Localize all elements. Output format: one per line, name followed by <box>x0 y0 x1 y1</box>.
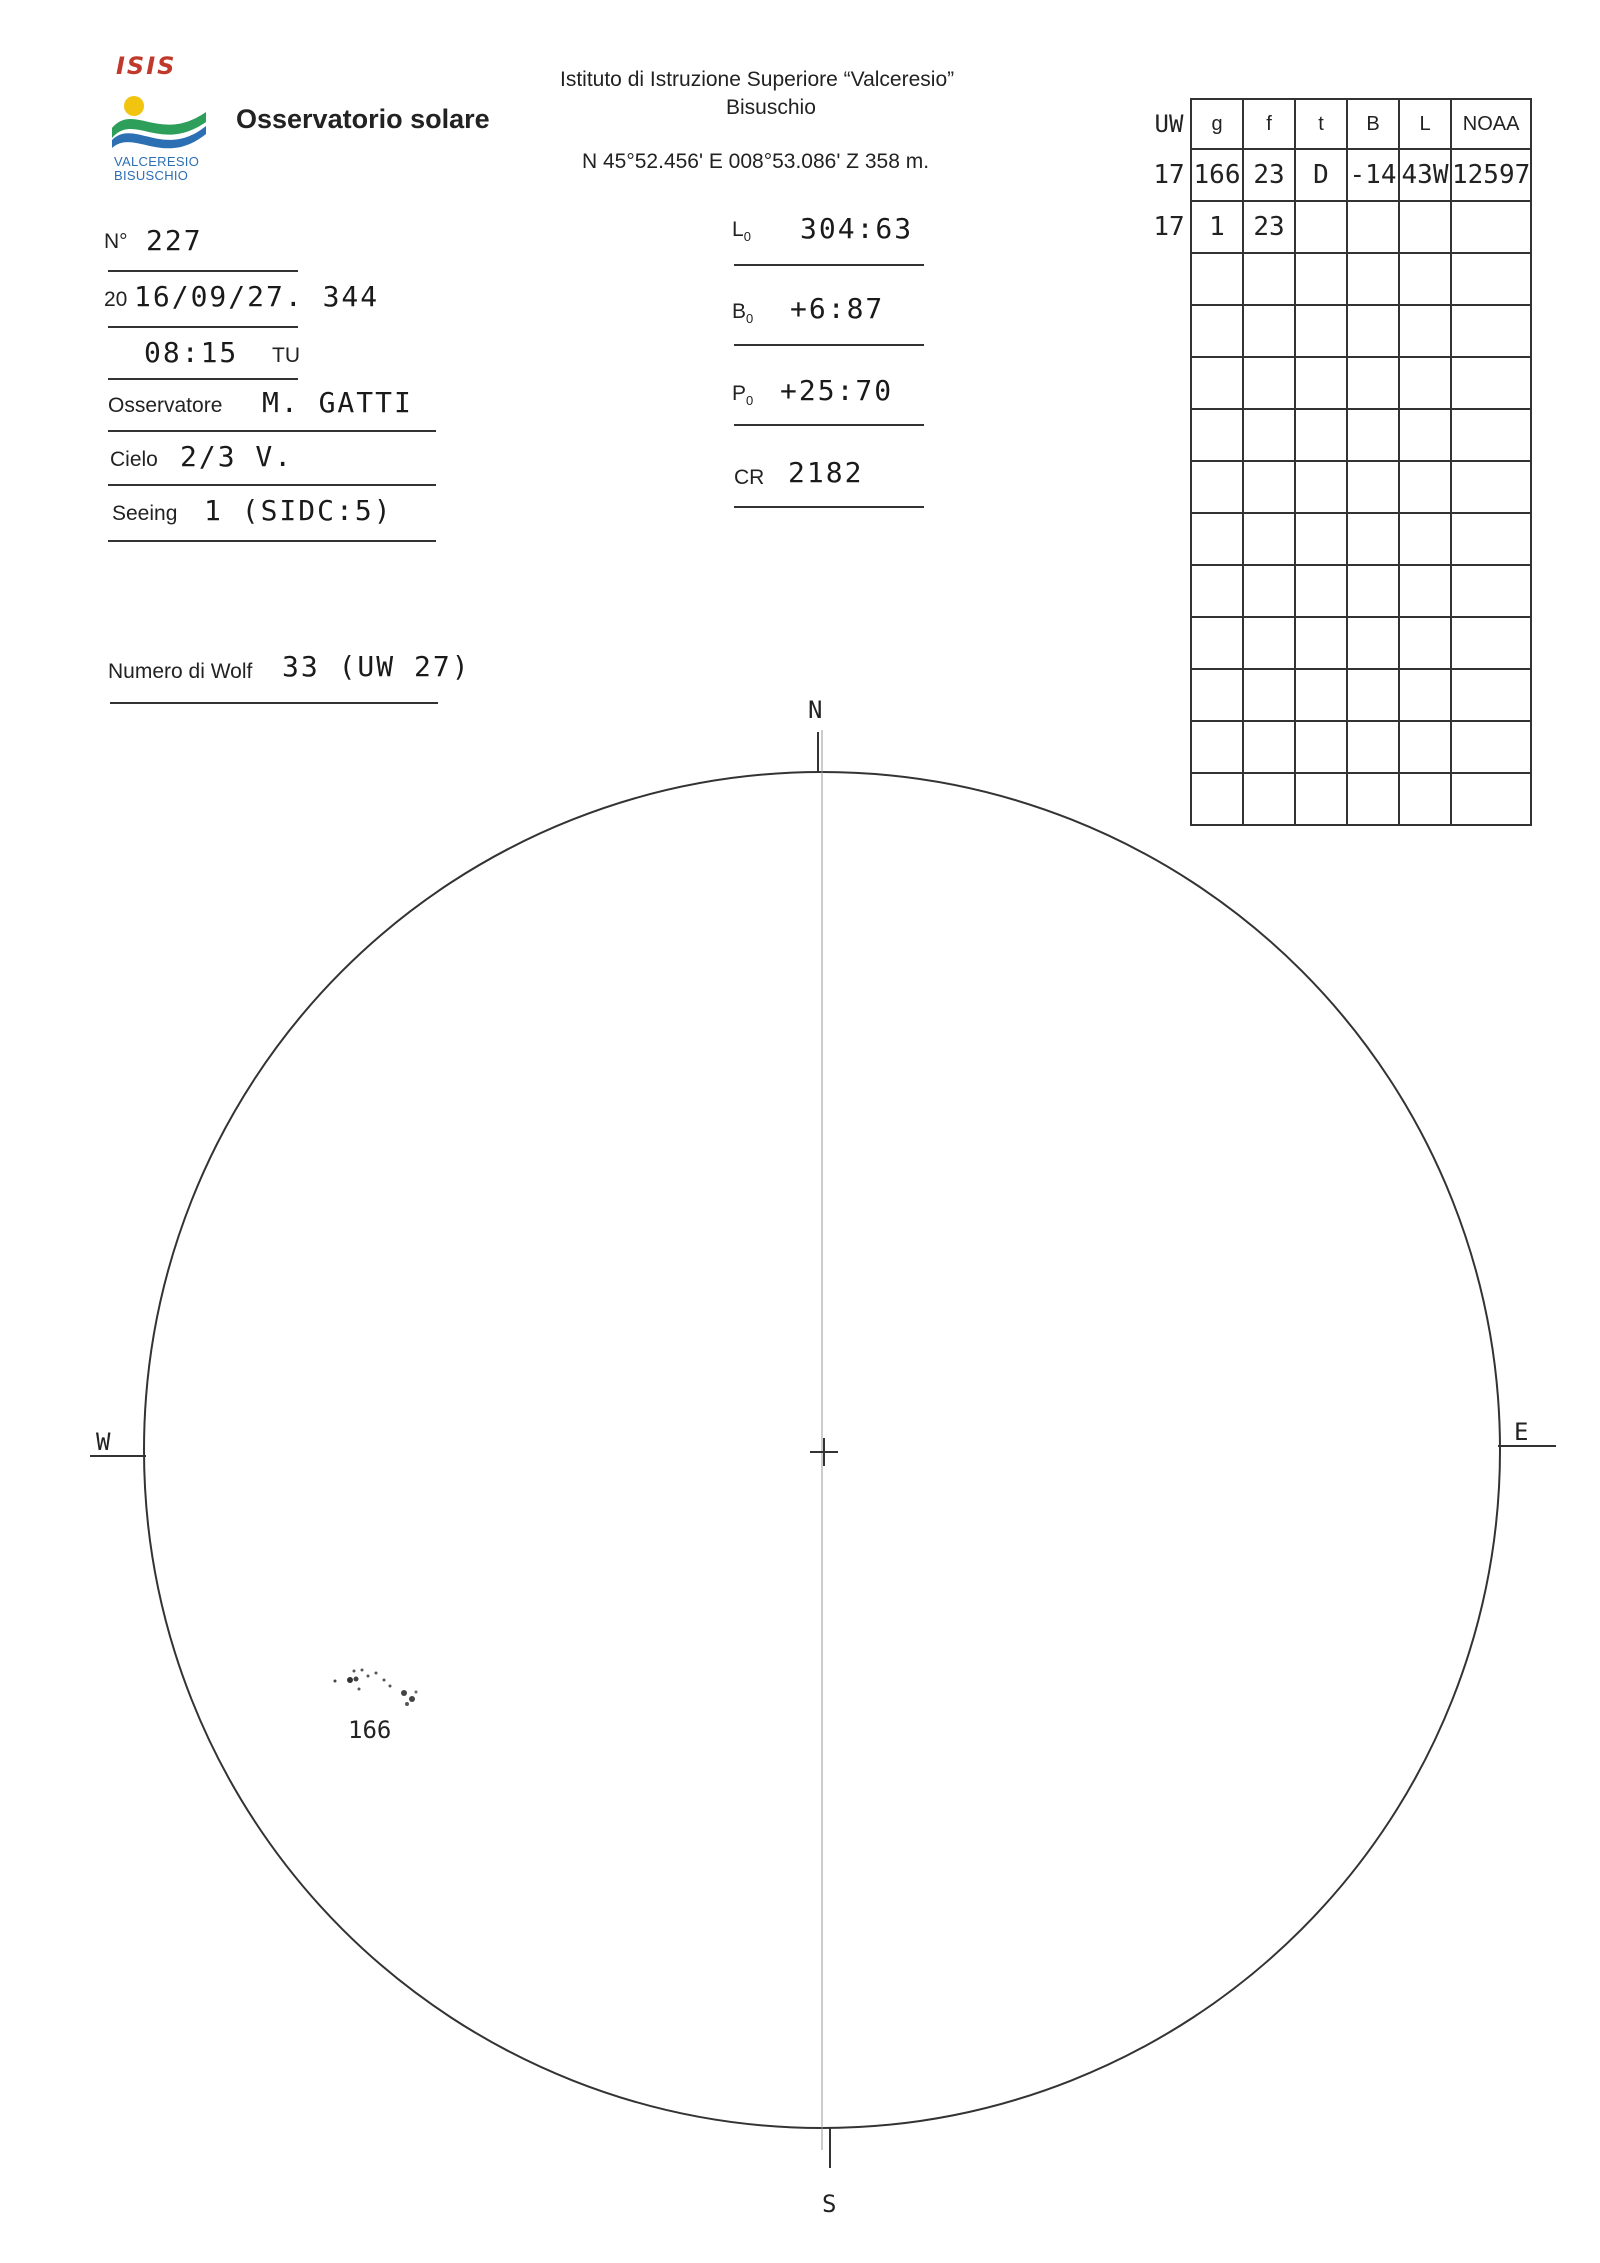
sunspot-pore <box>367 1675 370 1678</box>
sunspot <box>405 1702 409 1706</box>
south-label: S <box>822 2190 837 2218</box>
sunspot-group-label: 166 <box>348 1716 392 1744</box>
number-label: N° <box>104 230 128 253</box>
table-cell: 17 <box>1148 201 1191 253</box>
east-label: E <box>1514 1418 1529 1446</box>
table-cell: 166 <box>1191 149 1243 201</box>
P0-label: $P_0$ <box>732 382 754 409</box>
time-unit: TU <box>272 344 300 367</box>
sunspot-pore <box>389 1685 392 1688</box>
sunspot-pore <box>375 1672 378 1675</box>
P0-value: +25:70 <box>780 374 894 407</box>
table-header-cell: t <box>1295 99 1347 149</box>
table-cell: 1 <box>1191 201 1243 253</box>
B0-value: +6:87 <box>790 292 885 325</box>
table-header-cell: g <box>1191 99 1243 149</box>
number-value: 227 <box>146 224 203 257</box>
observer-value: M. GATTI <box>262 386 413 419</box>
table-header-cell: L <box>1399 99 1451 149</box>
sunspot-pore <box>415 1691 418 1694</box>
institute-town: Bisuschio <box>726 96 816 119</box>
sunspot-pore <box>361 1669 364 1672</box>
table-cell: 23 <box>1243 149 1295 201</box>
north-label: N <box>808 696 823 724</box>
L0-value: 304:63 <box>800 212 914 245</box>
sky-label: Cielo <box>110 448 158 471</box>
west-label: W <box>96 1428 111 1456</box>
table-header-cell: UW <box>1148 99 1191 149</box>
CR-label: CR <box>734 466 765 489</box>
table-cell: -14 <box>1347 149 1399 201</box>
sunspot <box>401 1690 407 1696</box>
L0-label: $L_0$ <box>732 218 751 245</box>
sky-value: 2/3 V. <box>180 440 294 473</box>
sunspot <box>347 1677 353 1683</box>
sunspot-pore <box>383 1679 386 1682</box>
observer-label: Osservatore <box>108 394 223 417</box>
logo-town-line2: BISUSCHIO <box>114 168 189 183</box>
wolf-label: Numero di Wolf <box>108 660 253 683</box>
table-header-cell: f <box>1243 99 1295 149</box>
logo-brand-text: ISIS <box>116 52 177 80</box>
sunspot <box>354 1677 359 1682</box>
table-cell: 17 <box>1148 149 1191 201</box>
logo-town-line1: VALCERESIO <box>114 154 200 169</box>
sunspot-group-166 <box>334 1669 418 1745</box>
CR-value: 2182 <box>788 456 864 489</box>
table-cell: 43W <box>1399 149 1451 201</box>
table-cell: D <box>1295 149 1347 201</box>
sunspot-pore <box>353 1670 356 1673</box>
sunspot-pore <box>358 1688 361 1691</box>
time-value: 08:15 <box>144 336 239 369</box>
B0-label: $B_0$ <box>732 300 754 327</box>
table-cell: 23 <box>1243 201 1295 253</box>
table-header-cell: B <box>1347 99 1399 149</box>
table-cell: 12597 <box>1451 149 1531 201</box>
observatory-title: Osservatorio solare <box>236 104 490 134</box>
date-prefix: 20 <box>104 288 128 311</box>
wolf-value: 33 (UW 27) <box>282 650 471 683</box>
institute-name: Istituto di Istruzione Superiore “Valceresio” <box>560 68 955 91</box>
date-value: 16/09/27. 344 <box>134 280 380 313</box>
seeing-label: Seeing <box>112 502 178 525</box>
site-coordinates: N 45°52.456' E 008°53.086' Z 358 m. <box>582 150 930 173</box>
table-header-cell: NOAA <box>1451 99 1531 149</box>
sunspot <box>409 1696 415 1702</box>
sunspot-pore <box>334 1680 337 1683</box>
seeing-value: 1 (SIDC:5) <box>204 494 393 527</box>
